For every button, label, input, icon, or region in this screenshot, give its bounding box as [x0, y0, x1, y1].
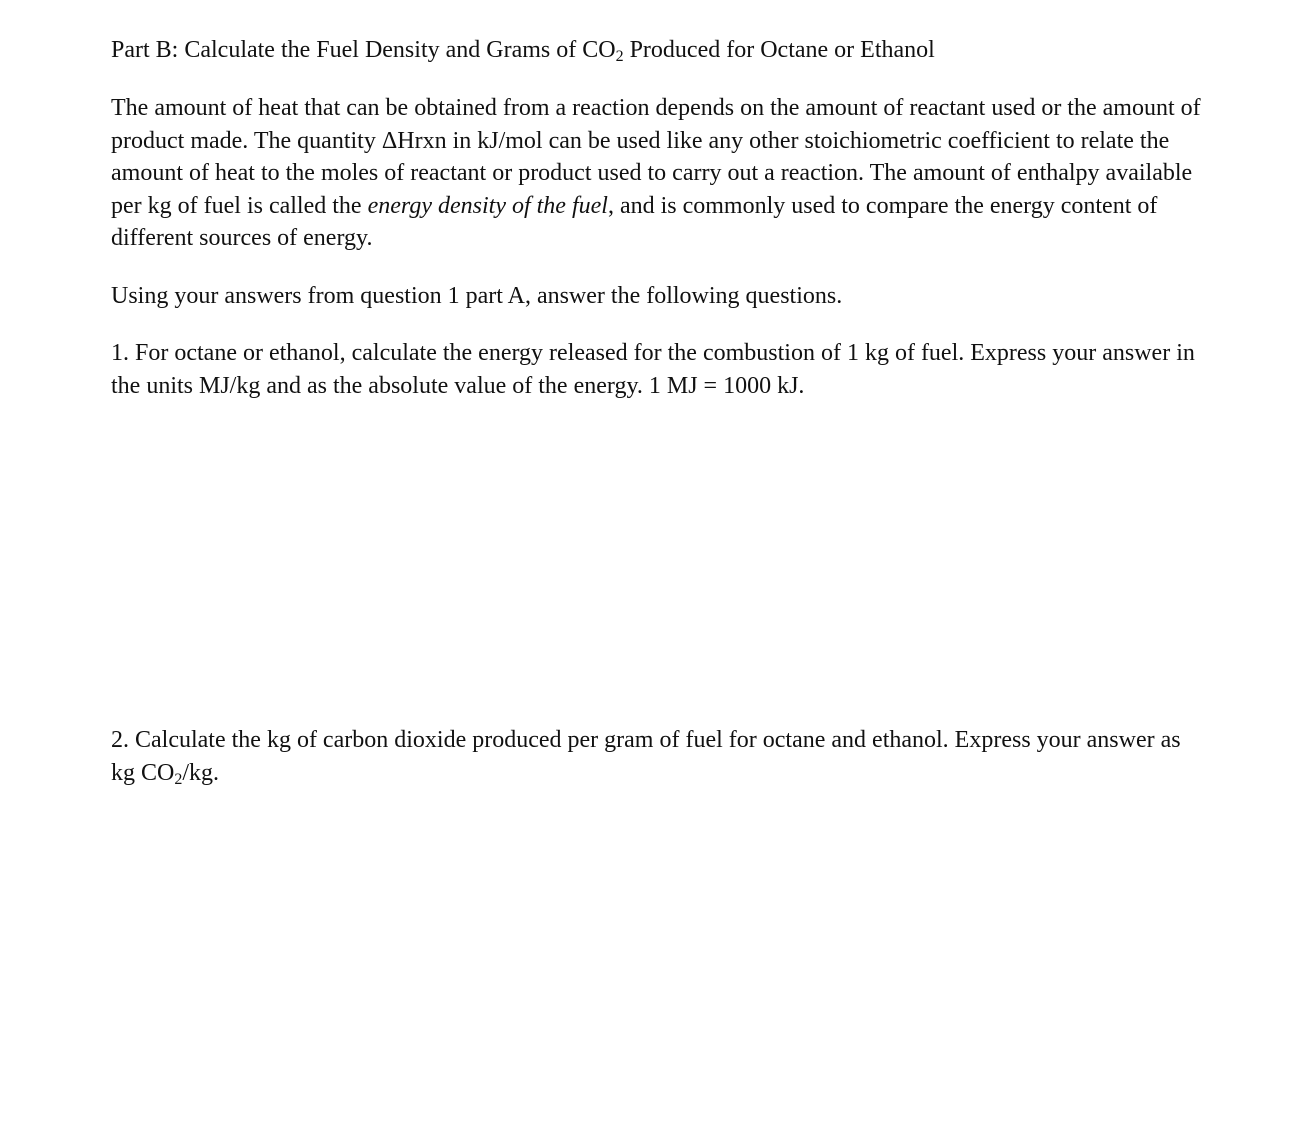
energy-density-term: energy density of the fuel: [367, 192, 608, 219]
question-2-text-start: Calculate the kg of carbon dioxide produced per gram of fuel for octane and ethanol. Express your answer as kg CO: [111, 727, 1181, 786]
question-2-text-end: /kg.: [182, 759, 220, 786]
question-2: [111, 724, 1201, 789]
part-b-heading: [111, 34, 1211, 66]
instruction-paragraph: Using your answers from question 1 part A, answer the following questions.: [111, 283, 843, 309]
question-1: [111, 337, 1201, 402]
question-1-number: 1.: [111, 340, 135, 366]
question-2-number: 2.: [111, 727, 135, 753]
intro-text-start: The amount of heat that can be obtained from a reaction depends on the amount of reactant used or the amount of product made. The quantity ΔHrxn in kJ/mol can be used like any other stoichiometric coefficient to relate the amount of heat to the moles of reactant or product used to carry out a reaction. The amount of enthalpy available per kg of fuel is called the: [111, 95, 1201, 219]
intro-paragraph: [111, 92, 1201, 255]
question-2-subscript: 2: [174, 770, 183, 788]
question-2-answer-space[interactable]: [111, 795, 1171, 1115]
title-subscript: 2: [615, 48, 624, 65]
question-1-text: For octane or ethanol, calculate the energy released for the combustion of 1 kg of fuel. Express your answer in the units MJ/kg and as the absolute value of the energy. 1 MJ = 1000 kJ.: [111, 340, 1195, 399]
title-text-end: Produced for Octane or Ethanol: [623, 37, 935, 63]
question-1-answer-space[interactable]: [111, 405, 1171, 705]
title-text-start: Part B: Calculate the Fuel Density and Grams of CO: [111, 37, 616, 63]
intro-text-end: , and is commonly used to compare the energy content of different sources of energy.: [111, 192, 1158, 251]
